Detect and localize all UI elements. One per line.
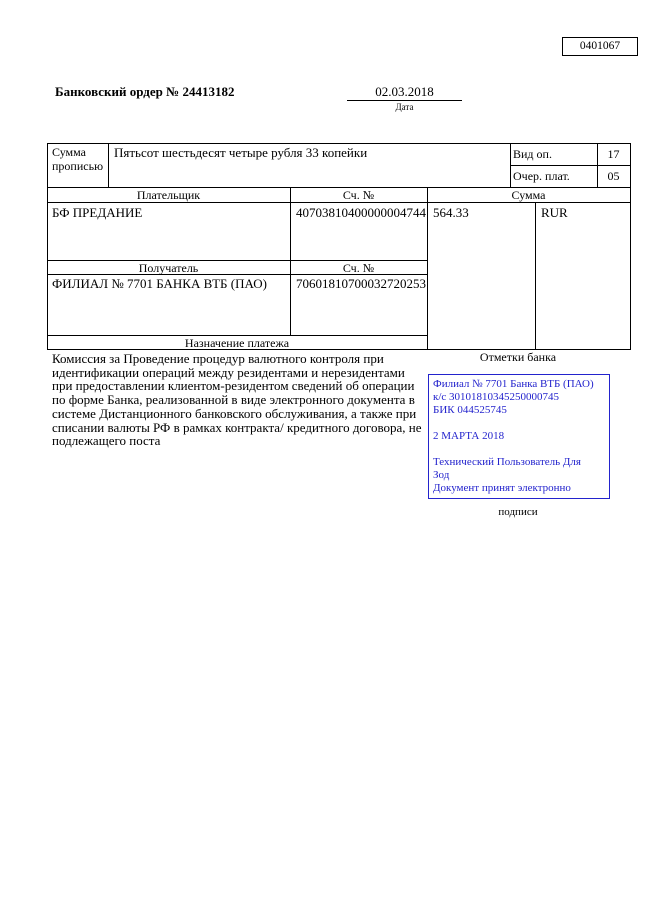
amount-words-label-line1: Сумма bbox=[52, 145, 86, 159]
payee-account: 70601810700032720253 bbox=[296, 276, 426, 291]
payment-priority-value: 05 bbox=[607, 169, 620, 183]
payee-name: ФИЛИАЛ № 7701 БАНКА ВТБ (ПАО) bbox=[52, 276, 267, 291]
table-border-top bbox=[47, 143, 631, 144]
payment-purpose-header: Назначение платежа bbox=[184, 336, 290, 350]
stamp-line bbox=[433, 443, 605, 456]
amount-currency: RUR bbox=[541, 205, 568, 220]
bank-marks-header: Отметки банка bbox=[479, 350, 557, 364]
payer-account-header: Сч. № bbox=[342, 188, 375, 202]
date-label: Дата bbox=[395, 102, 414, 112]
stamp-line: Документ принят электронно bbox=[433, 482, 571, 494]
payment-purpose-text: Комиссия за Проведение процедур валютного контроля при идентификации операций между резидентами и нерезидентами при предоставлении клиентом-резидентом сведений об операции по форме Банка, реализованной в виде электронного документа в системе Дистанционного банковского обслуживания, а также при списании валюты РФ в рамках контракта/ кредитного договора, не подлежащего поста bbox=[52, 351, 422, 449]
table-border bbox=[427, 187, 428, 349]
table-border-right bbox=[630, 143, 631, 350]
table-border bbox=[510, 165, 631, 166]
amount-words-value: Пятьсот шестьдесят четыре рубля 33 копейки bbox=[114, 145, 368, 160]
table-border-left bbox=[47, 143, 48, 350]
amount-header: Сумма bbox=[511, 188, 546, 202]
stamp-line: Технический Пользователь Для bbox=[433, 456, 581, 468]
amount-words-label-line2: прописью bbox=[52, 159, 104, 173]
amount-value: 564.33 bbox=[433, 205, 469, 220]
date-block bbox=[347, 84, 462, 113]
stamp-line: Зод bbox=[433, 469, 450, 481]
table-border bbox=[535, 202, 536, 349]
stamp-line: к/с 30101810345250000745 bbox=[433, 391, 560, 403]
stamp-line: Филиал № 7701 Банка ВТБ (ПАО) bbox=[433, 378, 594, 390]
operation-type-value: 17 bbox=[607, 147, 620, 161]
payer-name: БФ ПРЕДАНИЕ bbox=[52, 205, 143, 220]
table-border bbox=[47, 202, 631, 203]
bank-stamp bbox=[428, 374, 610, 499]
payer-header: Плательщик bbox=[136, 188, 201, 202]
signatures-label: подписи bbox=[498, 506, 538, 518]
stamp-line bbox=[433, 417, 605, 430]
payee-header: Получатель bbox=[138, 261, 199, 275]
operation-type-label: Вид оп. bbox=[513, 147, 552, 161]
payer-account: 40703810400000004744 bbox=[296, 205, 426, 220]
document-title: Банковский ордер № 24413182 bbox=[55, 84, 235, 99]
form-code-box: 0401067 bbox=[562, 37, 638, 56]
table-border bbox=[510, 143, 511, 187]
date-value: 02.03.2018 bbox=[347, 84, 462, 101]
payment-priority-label: Очер. плат. bbox=[513, 169, 570, 183]
table-border bbox=[108, 143, 109, 187]
stamp-line: БИК 044525745 bbox=[433, 404, 507, 416]
payee-account-header: Сч. № bbox=[342, 261, 375, 275]
table-border bbox=[290, 187, 291, 335]
stamp-line: 2 МАРТА 2018 bbox=[433, 430, 505, 442]
